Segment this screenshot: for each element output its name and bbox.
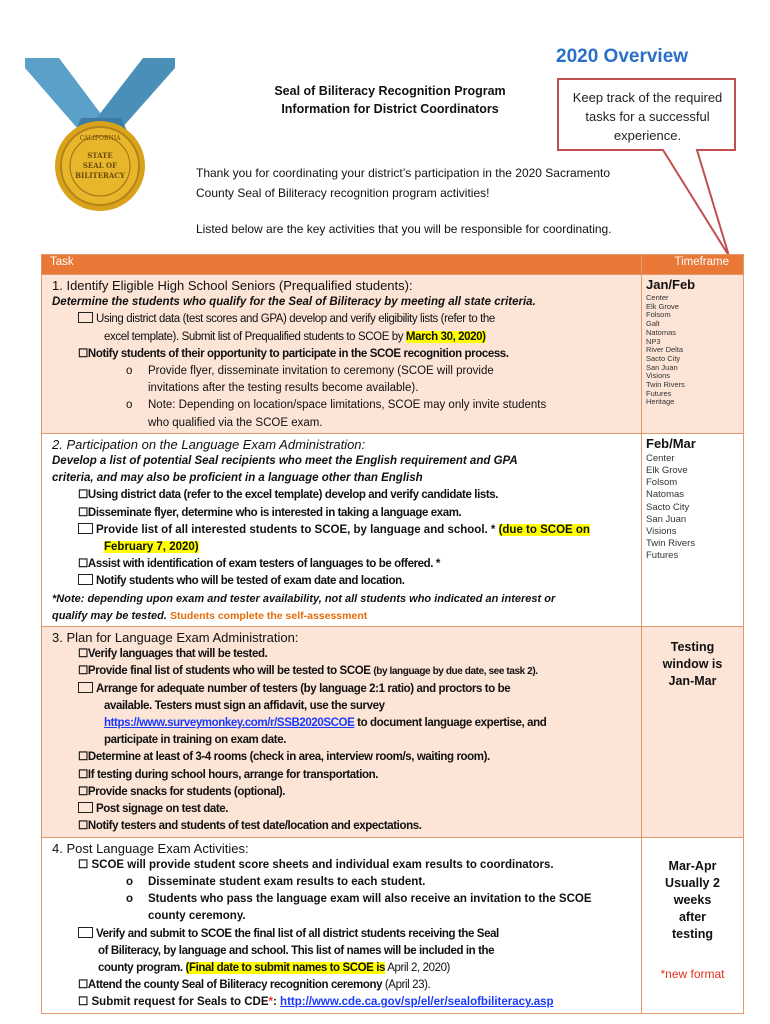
document-title <box>250 82 530 118</box>
task-4-item-b-text-3: county program. <box>98 961 186 974</box>
task-1-item-c-text-1: Provide flyer, disseminate invitation to ceremony (SCOE will provide <box>148 365 494 378</box>
task-1-item-c <box>52 363 635 380</box>
task-3-item-c-cont-2 <box>52 715 635 732</box>
task-3-item-d-text: Determine at least of 3-4 rooms (check in area, interview room/s, waiting room). <box>87 751 490 764</box>
col-header-task: Task <box>42 255 642 275</box>
checkbox-icon <box>78 682 93 693</box>
task-3-heading: 3. Plan for Language Exam Administration: <box>52 630 299 646</box>
place: Futures <box>646 550 679 562</box>
task-2-note-1: *Note: depending upon exam and tester availability, not all students who indicated an interest or <box>52 592 556 605</box>
task-2-note-2-text: qualify may be tested. <box>52 609 167 622</box>
place: Folsom <box>646 310 671 320</box>
timeframe-4-line: Usually 2 <box>665 875 720 890</box>
task-2-subheading-2: criteria, and may also be proficient in a language other than English <box>52 472 423 485</box>
checkbox-icon <box>78 802 93 813</box>
task-3-item-f-text: Provide snacks for students (optional). <box>87 785 286 798</box>
timeframe-4-line: Mar-Apr <box>668 858 717 873</box>
bullet-icon: o <box>126 365 133 378</box>
task-3-item-d: ☐Determine at least of 3-4 rooms (check in area, interview room/s, waiting room). <box>78 751 490 764</box>
place: Natomas <box>646 489 685 501</box>
place: Elk Grove <box>646 465 688 477</box>
place: Visions <box>646 371 671 381</box>
new-format-note: *new format <box>660 966 725 981</box>
task-2-item-c <box>52 522 635 539</box>
task-4-item-b <box>52 926 635 943</box>
timeframe-1-places <box>646 294 739 407</box>
bullet-icon: o <box>126 875 134 888</box>
place: Natomas <box>646 327 677 337</box>
task-3-item-a-text: Verify languages that will be tested. <box>87 648 268 661</box>
task-3-item-h-text: Notify testers and students of test date/location and expectations. <box>87 820 422 833</box>
task-2-item-e-text: Notify students who will be tested of exam date and location. <box>96 575 405 588</box>
timeframe-4-line: weeks <box>673 892 712 907</box>
task-cell-2 <box>42 433 642 626</box>
task-4-item-b-cont-1: of Biliteracy, by language and school. This list of names will be included in the <box>98 944 495 957</box>
task-2-item-d-text: Assist with identification of exam testers of languages to be offered. * <box>87 558 440 571</box>
task-3-item-c <box>52 681 635 698</box>
intro-text <box>196 163 666 239</box>
place: Center <box>646 452 675 464</box>
task-3-item-c-text-3: to document language expertise, and <box>354 717 547 730</box>
task-3-item-h: ☐Notify testers and students of test date/location and expectations. <box>78 820 422 833</box>
task-4-item-a: ☐ SCOE will provide student score sheets and individual exam results to coordinators. <box>78 858 554 871</box>
timeframe-3-line: window is <box>662 657 723 672</box>
bullet-icon: o <box>126 399 133 412</box>
timeframe-4-line: testing <box>672 926 713 941</box>
task-4-item-a1-text: Disseminate student exam results to each student. <box>148 875 426 888</box>
table-row <box>42 433 744 626</box>
task-4-item-a2-cont: county ceremony. <box>148 910 246 923</box>
medal-ring-text: CALIFORNIA <box>79 135 121 142</box>
task-4-item-b-cont-2 <box>52 960 635 977</box>
task-cell-4 <box>42 837 642 1013</box>
place: Twin Rivers <box>646 538 696 550</box>
checkbox-icon <box>78 523 93 534</box>
task-4-deadline: (Final date to submit names to SCOE is <box>185 961 386 974</box>
table-row <box>42 627 744 837</box>
task-1-deadline: March 30, 2020) <box>405 330 486 343</box>
medal-seal-text-3: BILITERACY <box>75 171 125 180</box>
task-4-item-a2 <box>52 891 635 908</box>
cde-link[interactable]: http://www.cde.ca.gov/sp/el/er/sealofbiliteracy.asp <box>280 996 554 1009</box>
task-4-item-c: ☐Attend the county Seal of Biliteracy recognition ceremony (April 23). <box>78 979 431 992</box>
task-cell-3 <box>42 627 642 837</box>
task-2-item-b: ☐Disseminate flyer, determine who is interested in taking a language exam. <box>78 506 462 519</box>
timeframe-cell-3 <box>642 627 744 837</box>
place: San Juan <box>646 362 678 372</box>
medal-seal-text-1: STATE <box>87 151 113 160</box>
task-3-item-c-cont-1: available. Testers must sign an affidavit, use the survey <box>104 699 385 712</box>
table-header-row <box>42 255 744 275</box>
bullet-icon: o <box>126 893 134 906</box>
place: River Delta <box>646 345 684 355</box>
medal-logo <box>25 58 175 213</box>
task-2-heading: 2. Participation on the Language Exam Administration: <box>52 436 366 452</box>
task-3-item-e: ☐If testing during school hours, arrange for transportation. <box>78 768 379 781</box>
place: Sacto City <box>646 501 690 513</box>
timeframe-cell-4 <box>642 837 744 1013</box>
task-1-item-c-cont: invitations after the testing results become available). <box>148 382 419 395</box>
place: San Juan <box>646 513 687 525</box>
task-4-item-d-colon: : <box>273 996 281 1009</box>
task-3-item-g <box>52 801 635 818</box>
intro-line-1: Thank you for coordinating your district’s participation in the 2020 Sacramento <box>196 166 611 180</box>
task-4-item-d: ☐ Submit request for Seals to CDE*: http://www.cde.ca.gov/sp/el/er/sealofbiliteracy.asp <box>78 996 554 1009</box>
timeframe-1-period: Jan/Feb <box>646 277 696 292</box>
task-2-item-d: ☐Assist with identification of exam testers of languages to be offered. * <box>78 558 440 571</box>
place: Sacto City <box>646 353 681 363</box>
task-3-item-c-text-1: Arrange for adequate number of testers (by language 2:1 ratio) and proctors to be <box>96 682 511 695</box>
task-2-item-c-text: Provide list of all interested students to SCOE, by language and school. * <box>96 523 499 536</box>
new-format-star: * <box>268 996 274 1009</box>
task-cell-1 <box>42 275 642 434</box>
task-4-item-a-text: SCOE will provide student score sheets and individual exam results to coordinators. <box>91 858 554 871</box>
place: Elk Grove <box>646 301 679 311</box>
task-2-deadline-2: February 7, 2020) <box>104 541 199 554</box>
task-2-item-a: ☐Using district data (refer to the excel template) develop and verify candidate lists. <box>78 489 499 502</box>
task-2-item-c-cont <box>52 539 635 556</box>
task-2-item-a-text: Using district data (refer to the excel template) develop and verify candidate lists. <box>87 489 499 502</box>
task-3-item-c-cont-3: participate in training on exam date. <box>104 734 287 747</box>
task-2-deadline-1: (due to SCOE on <box>498 523 590 536</box>
task-4-heading: 4. Post Language Exam Activities: <box>52 840 249 856</box>
title-line-2: Information for District Coordinators <box>281 102 499 116</box>
timeframe-3-line: Jan-Mar <box>668 674 717 689</box>
task-3-item-b: ☐Provide final list of students who will be tested to SCOE (by language by due date, see task 2). <box>78 665 538 678</box>
task-1-item-b-text: Notify students of their opportunity to participate in the SCOE recognition process. <box>87 347 509 360</box>
task-3-item-f: ☐Provide snacks for students (optional). <box>78 785 286 798</box>
place: Center <box>646 293 669 302</box>
timeframe-2-period: Feb/Mar <box>646 435 696 451</box>
task-3-item-g-text: Post signage on test date. <box>96 803 229 816</box>
task-3-item-a: ☐Verify languages that will be tested. <box>78 648 268 661</box>
title-line-1: Seal of Biliteracy Recognition Program <box>274 84 506 98</box>
task-1-item-d-cont: who qualified via the SCOE exam. <box>148 416 323 429</box>
task-4-item-d-text: Submit request for Seals to CDE <box>91 996 269 1009</box>
medal-seal-text-2: SEAL OF <box>82 161 118 170</box>
checkbox-icon <box>78 312 93 323</box>
checkbox-icon <box>78 927 93 938</box>
task-1-heading: 1. Identify Eligible High School Seniors (Prequalified students): <box>52 278 413 293</box>
task-2-item-b-text: Disseminate flyer, determine who is interested in taking a language exam. <box>87 506 462 519</box>
task-3-item-b-note: (by language by due date, see task 2). <box>373 666 538 678</box>
task-3-item-b-text: Provide final list of students who will be tested to SCOE <box>87 665 374 678</box>
task-1-item-a <box>52 311 635 328</box>
task-4-item-c-date: (April 23). <box>382 979 431 992</box>
place: Folsom <box>646 477 678 489</box>
table-row <box>42 275 744 434</box>
task-1-item-a-text-2: excel template). Submit list of Prequalified students to SCOE by <box>104 330 406 343</box>
task-4-item-a2-text: Students who pass the language exam will also receive an invitation to the SCOE <box>148 893 592 906</box>
col-header-timeframe: Timeframe <box>642 255 744 275</box>
task-1-subheading: Determine the students who qualify for the Seal of Biliteracy by meeting all state criteria. <box>52 296 536 309</box>
task-1-item-a-text-1: Using district data (test scores and GPA) develop and verify eligibility lists (refer to the <box>96 313 495 326</box>
task-3-item-e-text: If testing during school hours, arrange for transportation. <box>87 768 379 781</box>
timeframe-2-places <box>646 453 739 563</box>
timeframe-3-line: Testing <box>670 640 715 655</box>
task-2-note-2 <box>52 608 635 625</box>
place: Futures <box>646 388 672 398</box>
task-1-item-a-cont <box>52 329 635 346</box>
task-2-note-orange: Students complete the self-assessment <box>170 609 368 622</box>
task-1-item-d <box>52 397 635 414</box>
place: Galt <box>646 319 660 329</box>
task-2-item-e <box>52 573 635 590</box>
task-2-subheading-1: Develop a list of potential Seal recipients who meet the English requirement and GPA <box>52 455 518 468</box>
task-1-item-b: ☐Notify students of their opportunity to participate in the SCOE recognition process. <box>78 347 509 360</box>
survey-link[interactable]: https://www.surveymonkey.com/r/SSB2020SCOE <box>104 717 355 730</box>
callout-text: Keep track of the required tasks for a successful experience. <box>572 90 723 143</box>
timeframe-cell-2 <box>642 433 744 626</box>
table-row <box>42 837 744 1013</box>
checkbox-icon <box>78 574 93 585</box>
timeframe-4-line: after <box>678 909 707 924</box>
place: Twin Rivers <box>646 380 685 390</box>
task-4-item-b-text-1: Verify and submit to SCOE the final list of all district students receiving the Seal <box>96 927 499 940</box>
intro-line-2: County Seal of Biliteracy recognition program activities! <box>196 186 490 200</box>
task-4-item-a1 <box>52 874 635 891</box>
task-1-item-d-text-1: Note: Depending on location/space limitations, SCOE may only invite students <box>148 399 547 412</box>
place: NP3 <box>646 336 661 346</box>
timeframe-cell-1 <box>642 275 744 434</box>
place: Visions <box>646 526 677 538</box>
task-table <box>41 254 744 1014</box>
place: Heritage <box>646 397 675 407</box>
task-4-deadline-date: April 2, 2020) <box>385 961 450 974</box>
overview-heading: 2020 Overview <box>556 46 689 67</box>
intro-line-3: Listed below are the key activities that you will be responsible for coordinating. <box>196 222 612 236</box>
task-4-item-c-text: Attend the county Seal of Biliteracy recognition ceremony <box>87 979 383 992</box>
